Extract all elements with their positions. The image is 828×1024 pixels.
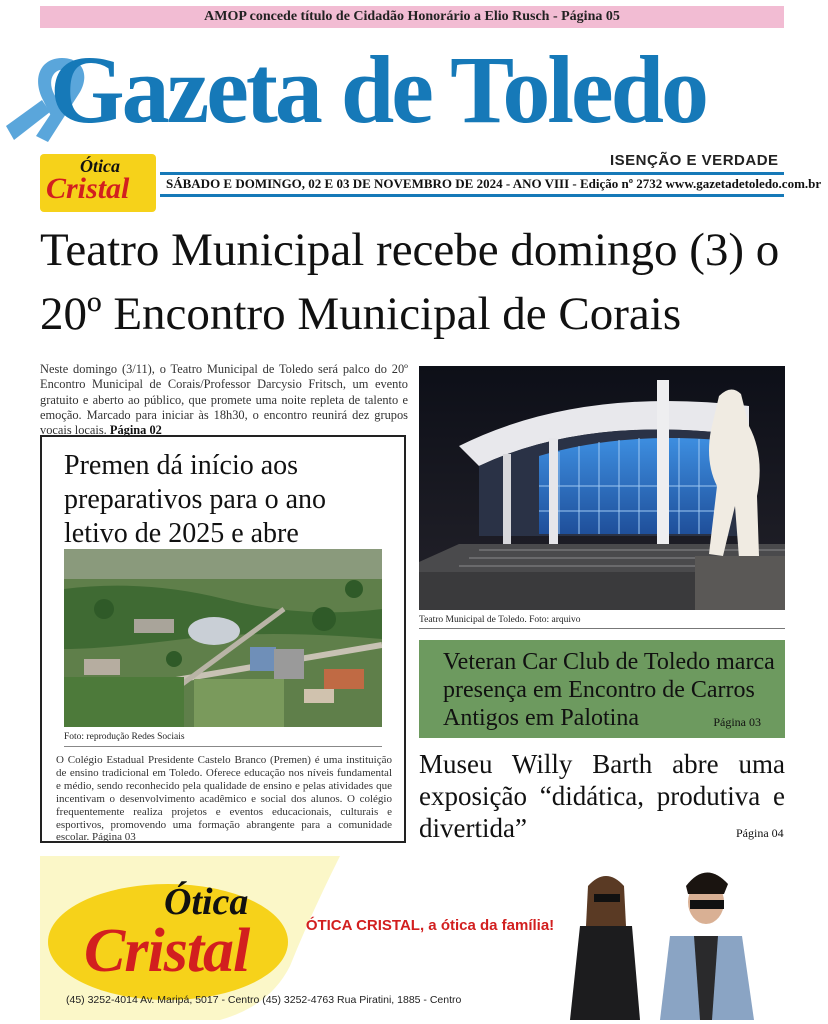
premen-body: O Colégio Estadual Presidente Castelo Branco (Premen) é uma instituição de ensino tradicional em Toledo. Oferece educação nos níveis fundamental e médio, sendo reconhecido pela qualidade de ensino e pelas atividades que incentivam o desenvolvimento acadêmico e social dos alunos. O colégio frequentemente realiza projetos e eventos educacionais, culturais e esportivos, promovendo uma formação abrangente para a comunidade escolar. Página 03 [56,754,392,844]
main-headline[interactable]: Teatro Municipal recebe domingo (3) o 20º Encontro Municipal de Corais [40,224,780,340]
dateline: SÁBADO E DOMINGO, 02 E 03 DE NOVEMBRO DE 2024 - ANO VIII - Edição nº 2732 www.gazetadetoledo.com.br [166,176,822,191]
aerial-photo [64,549,382,727]
aerial-photo-caption: Foto: reprodução Redes Sociais [64,732,185,742]
ad-slogan-brand: ÓTICA CRISTAL [305,917,420,934]
masthead-rule-bottom [160,194,784,197]
premen-headline[interactable]: Premen dá início aos preparativos para o ano letivo de 2025 e abre [64,450,326,549]
main-lead-page-ref[interactable]: Página 02 [109,423,162,438]
logo-line-cristal: Cristal [46,172,130,205]
divider [64,746,382,747]
premen-story-box [40,435,406,843]
main-lead-text: Neste domingo (3/11), o Teatro Municipal de Toledo será palco do 20º Encontro Municipal de Corais/Professor Darcysio Fritsch, um evento gratuito e aberto ao público, que promete uma noite repleta de talento e emoção. Marcado para iniciar às 18h30, o encontro reunirá dez grupos vocais locais. [40,362,408,438]
ad-contacts: (45) 3252-4014 Av. Maripá, 5017 - Centro (45) 3252-4763 Rua Piratini, 1885 - Centro [66,994,462,1006]
ad-models-photo [540,856,784,1020]
veteran-story-box[interactable] [419,640,785,738]
otica-cristal-logo[interactable] [40,154,156,212]
museu-page-ref: Página 04 [736,826,784,840]
ad-brand-cristal: Cristal [84,917,250,985]
top-banner[interactable]: AMOP concede título de Cidadão Honorário a Elio Rusch - Página 05 [40,6,784,28]
veteran-page-ref: Página 03 [713,715,761,729]
otica-cristal-ad[interactable] [40,856,784,1020]
main-lead [40,362,408,438]
veteran-headline[interactable]: Veteran Car Club de Toledo marca presença em Encontro de Carros Antigos em Palotina [443,649,775,731]
ad-slogan-rest: , a ótica da família! [419,917,555,934]
masthead-motto: ISENÇÃO E VERDADE [610,152,779,169]
ad-brand-otica: Ótica [164,881,249,923]
masthead-rule-top [160,172,784,175]
museu-headline[interactable]: Museu Willy Barth abre uma exposição “didática, produtiva e divertida” [419,749,785,843]
divider [419,628,785,629]
masthead-title: Gazeta de Toledo [50,36,707,143]
theatre-photo [419,366,785,610]
logo-line-otica: Ótica [80,156,120,176]
ad-slogan [300,916,560,936]
theatre-photo-caption: Teatro Municipal de Toledo. Foto: arquivo [419,615,581,625]
